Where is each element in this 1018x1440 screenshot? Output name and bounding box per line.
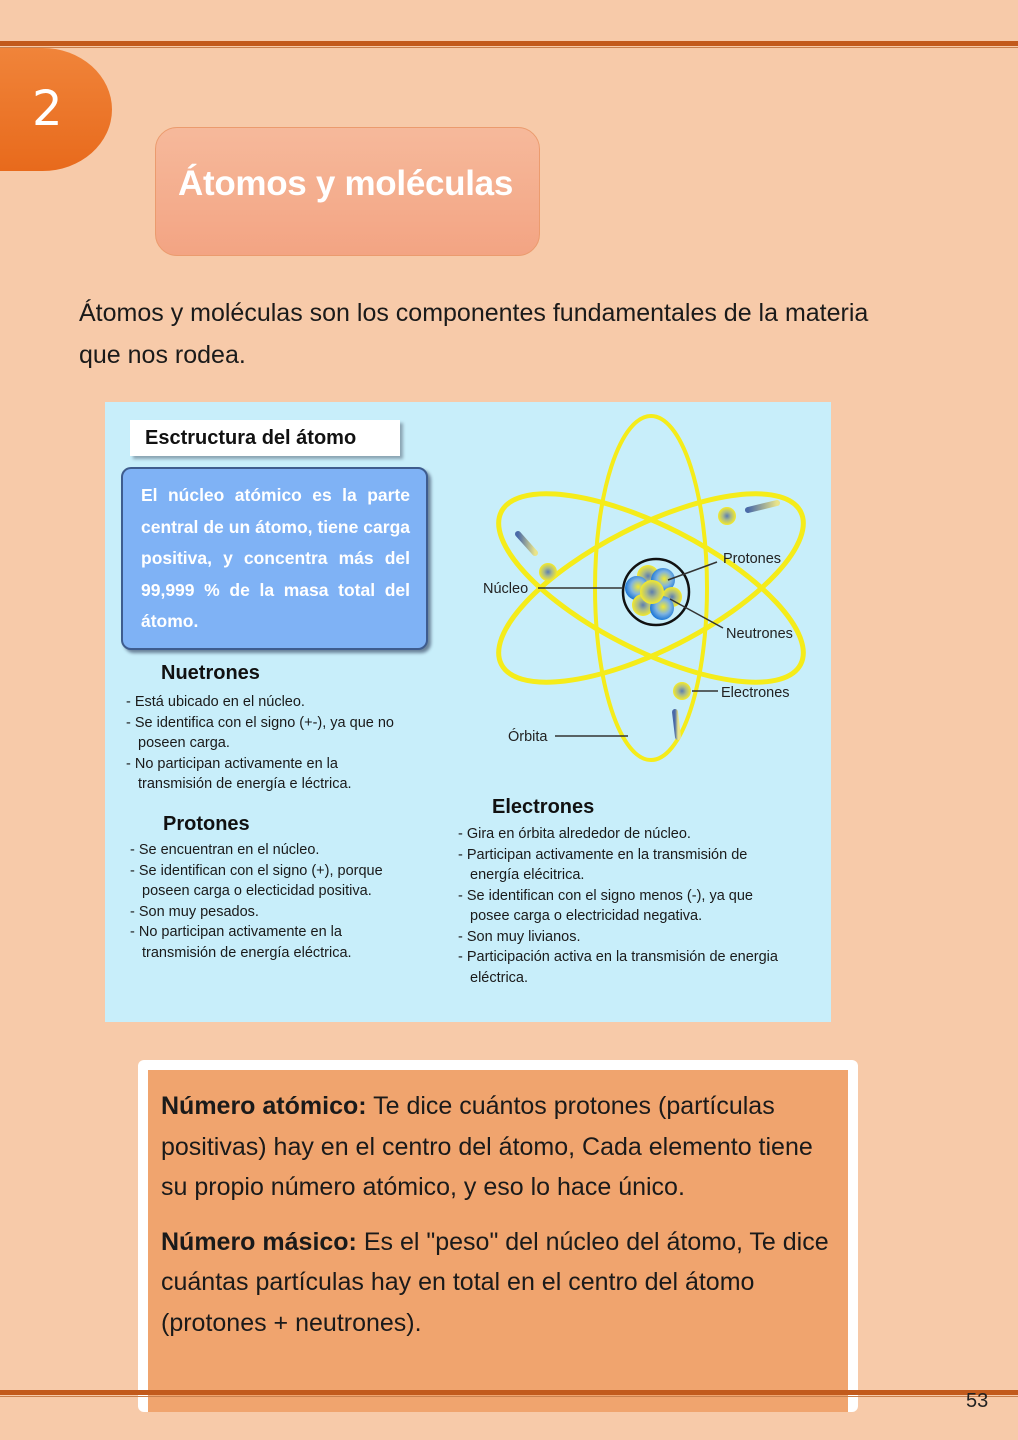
atomic-number-definition: [161, 1086, 836, 1208]
list-item: - Está ubicado en el núcleo.: [126, 694, 305, 710]
list-item: - Participación activa en la transmisión de energia eléctrica.: [458, 949, 778, 986]
bottom-rule: [0, 1390, 1018, 1395]
nucleus-description: El núcleo atómico es la parte central de un átomo, tiene carga positiva, y concentra más del 99,999 % de la masa total del átomo.: [121, 467, 428, 650]
label-orbita: Órbita: [508, 729, 548, 745]
electron: [673, 682, 691, 700]
electron: [718, 507, 736, 525]
neutrones-list: [126, 692, 396, 795]
electrones-heading: Electrones: [492, 796, 595, 818]
list-item: - Son muy pesados.: [130, 903, 259, 920]
list-item: - No participan activamente en la transmisión de energía eléctrica.: [130, 924, 352, 961]
list-item: - Se identifican con el signo menos (-), ya que posee carga o electricidad negativa.: [458, 887, 753, 924]
atom-structure-figure: [105, 402, 831, 1022]
chapter-badge: [0, 48, 112, 171]
nucleus: [623, 559, 689, 625]
label-neutrones: Neutrones: [726, 626, 793, 642]
label-electrones: Electrones: [721, 685, 790, 701]
label-protones: Protones: [723, 551, 782, 567]
list-item: - Se encuentran en el núcleo.: [130, 842, 320, 858]
figure-heading: Esctructura del átomo: [130, 420, 400, 456]
atom-diagram: [465, 402, 831, 792]
neutrones-heading: Nuetrones: [161, 662, 260, 684]
mass-number-term: Número másico:: [161, 1227, 357, 1256]
chapter-number: 2: [32, 80, 63, 137]
list-item: - Se identifica con el signo (+-), ya que no poseen carga.: [126, 714, 394, 751]
electrones-list: [458, 824, 788, 988]
top-rule: [0, 41, 1018, 46]
list-item: - Gira en órbita alrededor de núcleo.: [458, 826, 691, 842]
section-title-box: [155, 127, 540, 256]
list-item: - Se identifican con el signo (+), porque poseen carga o electicidad positiva.: [130, 862, 383, 899]
mass-number-text: Es el "peso" del núcleo del átomo, Te dice cuántas partículas hay en total en el centro del átomo (protones + neutrones).: [161, 1227, 829, 1337]
mass-number-definition: [161, 1222, 836, 1344]
atomic-number-text: Te dice cuántos protones (partículas positivas) hay en el centro del átomo, Cada elemento tiene su propio número atómico, y eso lo hace único.: [161, 1092, 813, 1201]
intro-paragraph: Átomos y moléculas son los componentes fundamentales de la materia que nos rodea.: [79, 299, 869, 369]
electron: [539, 563, 557, 581]
page-number: 53: [966, 1390, 989, 1412]
definitions-panel: [148, 1070, 848, 1412]
list-item: - Participan activamente en la transmisión de energía elécitrica.: [458, 846, 748, 883]
top-rule-thin: [0, 47, 1018, 48]
section-title: Átomos y moléculas: [178, 164, 513, 203]
protones-heading: Protones: [163, 813, 250, 835]
list-item: - Son muy livianos.: [458, 928, 581, 945]
atomic-number-term: Número atómico:: [161, 1092, 367, 1120]
protones-list: [130, 840, 405, 963]
definitions-box: [138, 1060, 858, 1412]
bottom-rule-thin: [0, 1396, 1018, 1397]
list-item: - No participan activamente en la transmisión de energía e léctrica.: [126, 755, 352, 792]
label-nucleo: Núcleo: [483, 581, 529, 597]
